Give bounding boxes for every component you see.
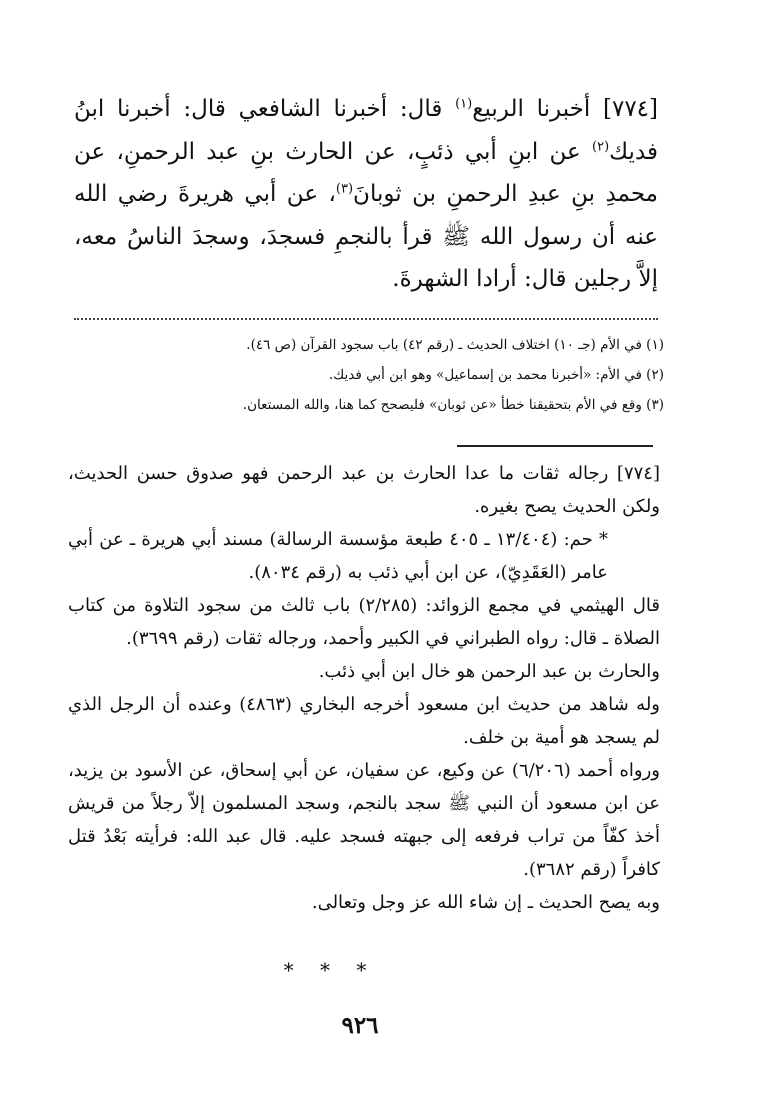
footnote-ref-3[interactable]: (٣) xyxy=(335,181,354,197)
commentary-paragraph: وله شاهد من حديث ابن مسعود أخرجه البخاري (٤٨٦٣) وعنده أن الرجل الذي لم يسجد هو أمية بن خلف. xyxy=(68,694,660,748)
commentary-paragraph: والحارث بن عبد الرحمن هو خال ابن أبي ذئب. xyxy=(318,661,660,682)
footnote-divider xyxy=(74,318,658,320)
footnote-2: (٢) في الأم: «أخبرنا محمد بن إسماعيل» وهو ابن أبي فديك. xyxy=(328,367,664,383)
footnote-3: (٣) وقع في الأم بتحقيقنا خطأ «عن ثوبان» فليصحح كما هنا، والله المستعان. xyxy=(242,397,664,413)
footnote-ref-1[interactable]: (١) xyxy=(455,96,473,112)
commentary-paragraph: قال الهيثمي في مجمع الزوائد: (٢/٢٨٥) باب ثالث من سجود التلاوة من كتاب الصلاة ـ قال: رواه الطبراني في الكبير وأحمد، ورجاله ثقات (رقم ٣٦٩٩). xyxy=(68,595,660,649)
footnotes xyxy=(74,330,664,420)
hadith-number: [٧٧٤] xyxy=(602,96,659,122)
hadith-text-part: أخبرنا الربيع xyxy=(472,96,591,122)
commentary-paragraph: [٧٧٤] رجاله ثقات ما عدا الحارث بن عبد الرحمن فهو صدوق حسن الحديث، ولكن الحديث يصح بغيره. xyxy=(68,463,660,517)
page-number: ٩٢٦ xyxy=(341,1012,379,1039)
hadith-paragraph xyxy=(74,88,658,301)
footnote-1: (١) في الأم (جـ ١٠) اختلاف الحديث ـ (رقم ٤٢) باب سجود القرآن (ص ٤٦). xyxy=(246,337,664,353)
commentary-paragraph: وبه يصح الحديث ـ إن شاء الله عز وجل وتعالى. xyxy=(311,892,660,913)
hadith-text xyxy=(74,88,658,301)
commentary-paragraph: ورواه أحمد (٦/٢٠٦) عن وكيع، عن سفيان، عن أبي إسحاق، عن الأسود بن يزيد، عن ابن مسعود أن النبي ﷺ سجد بالنجم، وسجد المسلمون إلاّ رجلاً من قريش أخذ كفّاً من تراب فرفعه إلى جبهته فسجد عليه. قال عبد الله: فرأيته بَعْدُ قتل كافراً (رقم ٣٦٨٢). xyxy=(68,760,660,880)
hadith-text-part: ، عن أبي هريرةَ رضي الله عنه أن رسول الله ﷺ قرأ بالنجمِ فسجدَ، وسجدَ الناسُ معه، إلاَّ رجلين قال: أرادا الشهرةَ. xyxy=(74,181,658,292)
hadith-text-part: عن ابنِ أبي ذئبٍ، عن الحارث بنِ عبد الرحمنِ، عن محمدِ بنِ عبدِ الرحمنِ بن ثوبانَ xyxy=(74,138,658,207)
commentary xyxy=(68,457,660,919)
footnote-ref-2[interactable]: (٢) xyxy=(592,138,610,154)
commentary-paragraph: * حم: (١٣/٤٠٤ ـ ٤٠٥ طبعة مؤسسة الرسالة) مسند أبي هريرة ـ عن أبي عامر (العَقَدِيّ)، عن ابن أبي ذئب به (رقم ٨٠٣٤). xyxy=(68,529,609,583)
commentary-divider xyxy=(457,445,653,447)
section-separator: * * * xyxy=(283,958,377,982)
hadith-text-part: قال: أخبرنا الشافعي قال: أخبرنا ابنُ فديك xyxy=(74,96,659,165)
